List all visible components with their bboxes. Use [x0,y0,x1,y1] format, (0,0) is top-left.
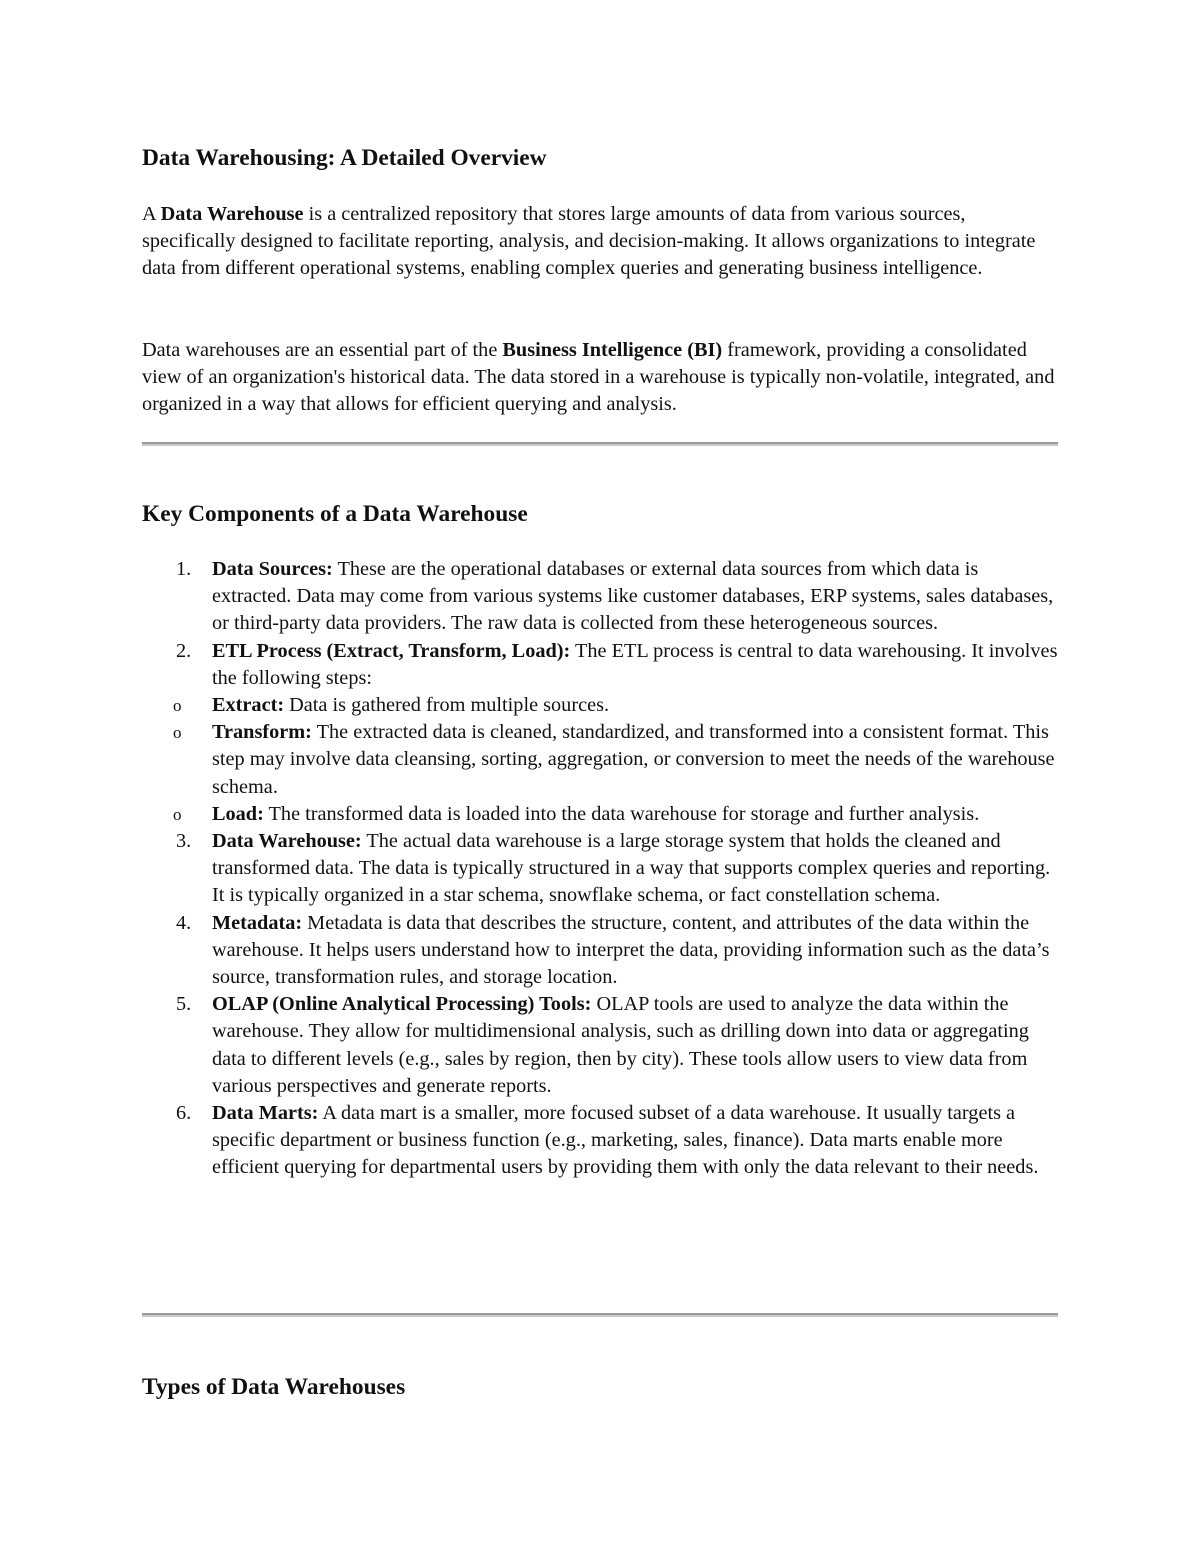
intro-1-bold-term: Data Warehouse [160,203,304,225]
etl-steps-list [173,692,1058,828]
sub-list-item [141,801,1058,828]
list-item [142,991,1058,1100]
list-number: 6. [176,1102,192,1125]
list-number: 5. [176,993,192,1016]
list-item [142,910,1058,992]
sub-item-text: The extracted data is cleaned, standardized, and transformed into a consistent format. This step may involve data cleansing, sorting, aggregation, or conversion to meet the needs of the warehouse schema. [212,721,1055,798]
item-label: ETL Process (Extract, Transform, Load): [212,639,571,662]
components-list [142,556,1058,1182]
sub-item-body [212,801,1058,828]
sub-item-body [212,719,1058,801]
sub-item-text: The transformed data is loaded into the data warehouse for storage and further analysis. [263,802,980,825]
page-title: Data Warehousing: A Detailed Overview [142,145,547,171]
list-number: 2. [176,639,192,662]
list-item [142,638,1058,828]
item-label: Data Marts: [212,1102,319,1125]
intro-paragraph-1 [142,201,1058,283]
intro-1-body: is a centralized repository that stores large amounts of data from various sources, specifically designed to facilitate reporting, analysis, and decision-making. It allows organizations to integrate data from different operational systems, enabling complex queries and generating business intelligence. [142,203,1036,280]
item-text: OLAP tools are used to analyze the data within the warehouse. They allow for multidimensional analysis, such as drilling down into data or aggregating data to different levels (e.g., sales by region, then by city). These tools allow users to view data from various perspectives and generate reports. [212,993,1029,1097]
intro-paragraph-2 [142,337,1058,419]
sub-item-body [212,692,1058,719]
sub-item-label: Transform: [212,721,312,744]
intro-1-lead: A [142,203,161,225]
sub-list-item [141,719,1058,801]
list-number: 4. [176,911,192,934]
list-item [142,828,1058,910]
list-number: 1. [176,558,192,580]
item-text: Metadata is data that describes the structure, content, and attributes of the data within the warehouse. It helps users understand how to interpret the data, providing information such as the data’s source, transformation rules, and storage location. [212,911,1050,989]
item-label: OLAP (Online Analytical Processing) Tools: [212,993,592,1016]
list-number: 3. [176,830,192,853]
bullet-marker: o [173,723,182,743]
item-text: A data mart is a smaller, more focused subset of a data warehouse. It usually targets a specific department or business function (e.g., marketing, sales, finance). Data marts enable more efficient querying for departmental users by providing them with only the data relevant to their needs. [212,1102,1039,1179]
types-heading: Types of Data Warehouses [142,1374,406,1400]
item-text: These are the operational databases or external data sources from which data is extracted. Data may come from various systems like customer databases, ERP systems, sales databases, or third-party data providers. The raw data is collected from these heterogeneous sources. [212,558,1054,635]
sub-list-item [141,692,1058,719]
item-label: Data Sources: [212,558,333,580]
horizontal-divider [142,442,1058,446]
intro-2-body: framework, providing a consolidated view of an organization's historical data. The data stored in a warehouse is typically non-volatile, integrated, and organized in a way that allows for efficient querying and analysis. [142,339,1055,416]
list-item [142,1100,1058,1182]
sub-item-text: Data is gathered from multiple sources. [284,694,610,717]
item-label: Metadata: [212,911,303,934]
components-heading: Key Components of a Data Warehouse [142,501,528,527]
horizontal-divider [142,1313,1058,1317]
item-label: Data Warehouse: [212,830,362,853]
item-text: The ETL process is central to data warehousing. It involves the following steps: [212,639,1058,689]
sub-item-label: Extract: [212,694,285,717]
bullet-marker: o [173,696,182,716]
bullet-marker: o [173,804,182,824]
intro-2-bold-term: Business Intelligence (BI) [502,339,723,361]
sub-item-label: Load: [212,802,264,825]
list-item [142,556,1058,638]
item-text: The actual data warehouse is a large storage system that holds the cleaned and transformed data. The data is typically structured in a way that supports complex queries and reporting. It is typically organized in a star schema, snowflake schema, or fact constellation schema. [212,830,1051,907]
intro-2-lead: Data warehouses are an essential part of the [142,339,503,361]
